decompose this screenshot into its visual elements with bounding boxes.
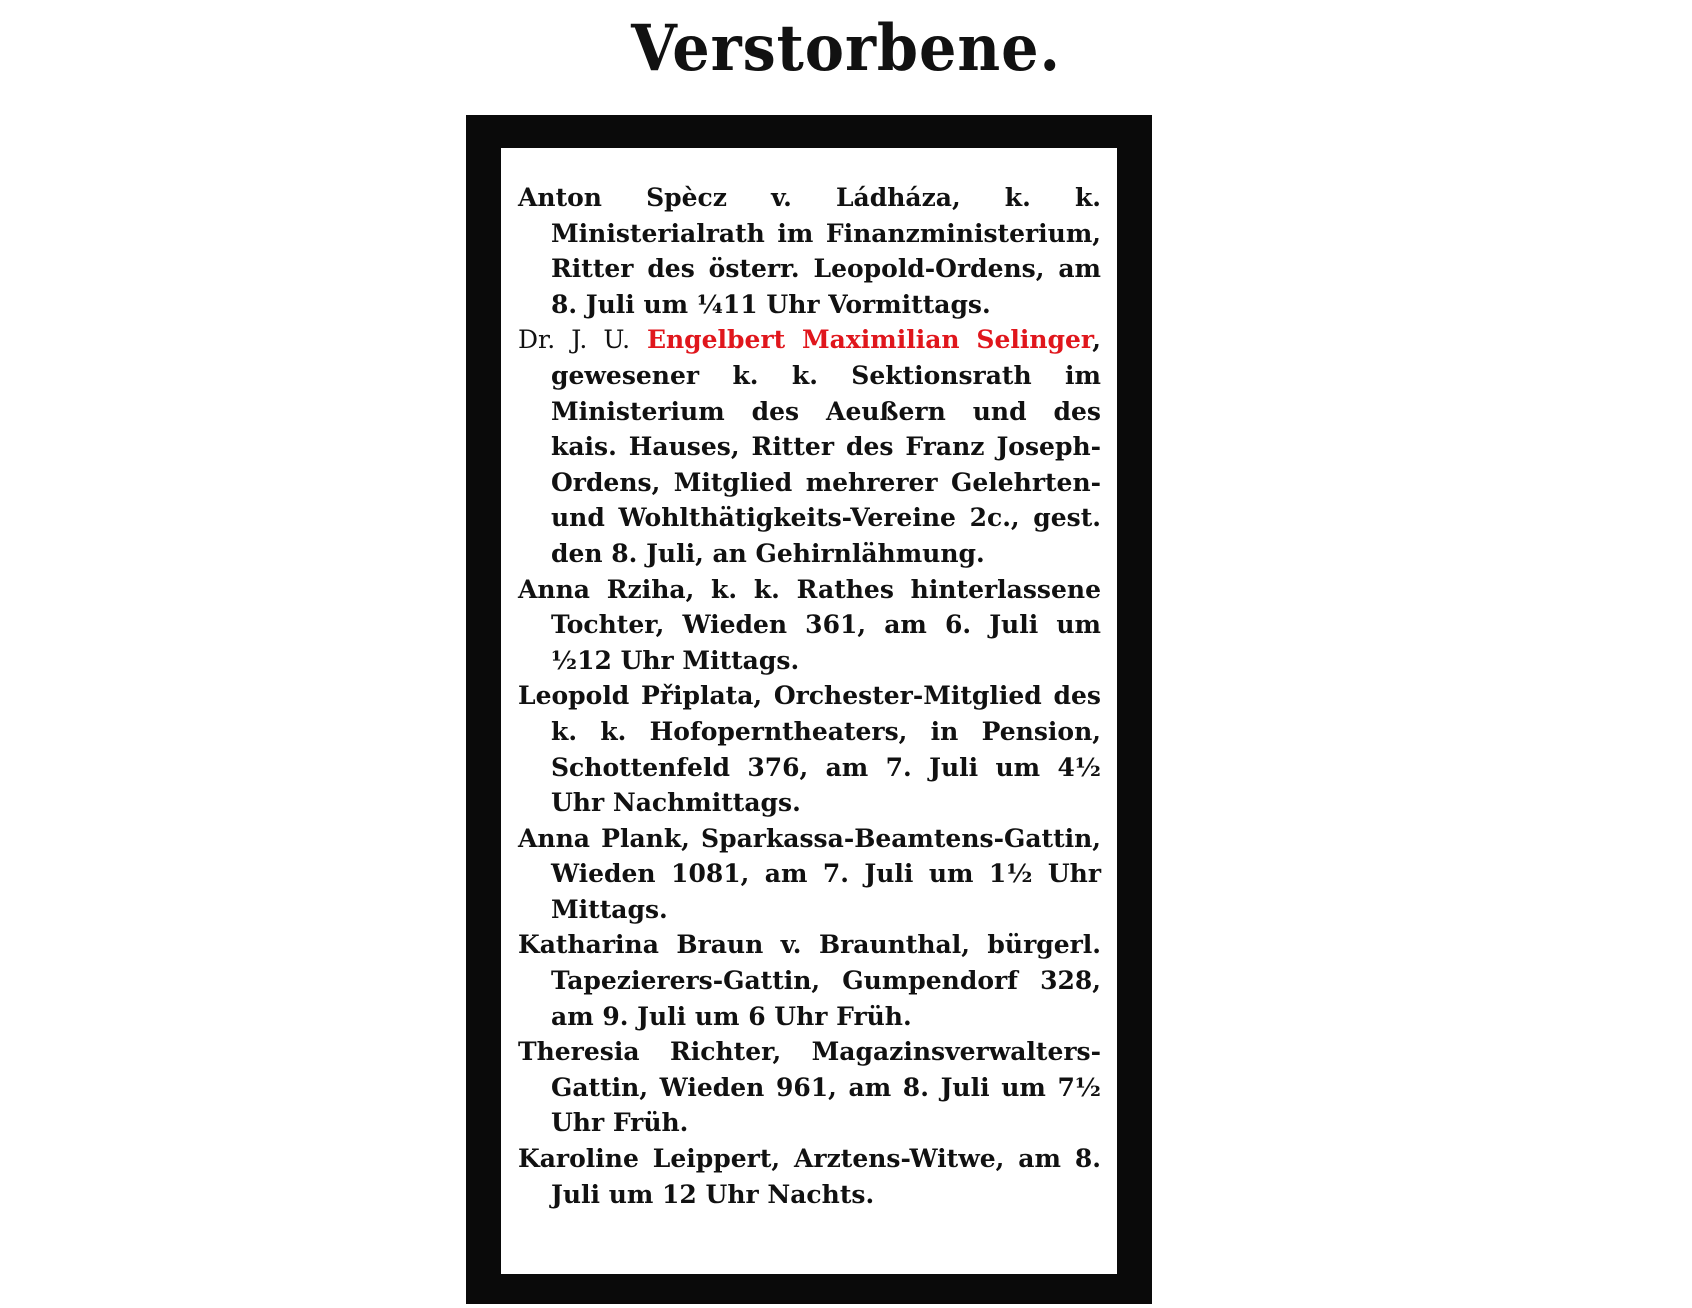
notice-panel: [501, 148, 1117, 1274]
entry-text: Anna Plank, Sparkassa-Beamtens-Gattin, Wieden 1081, am 7. Juli um 1½ Uhr Mittags.: [518, 823, 1101, 924]
death-notice-entry: [518, 180, 1101, 322]
death-notice-entry: [518, 821, 1101, 928]
entry-text: Anton Spècz v. Ládháza, k. k. Ministerialrath im Finanzministerium, Ritter des österr. Leopold-Ordens, am 8. Juli um ¼11 Uhr Vormittags.: [518, 183, 1101, 319]
death-notice-entry: [518, 572, 1101, 679]
entry-text: Anna Rziha, k. k. Rathes hinterlassene Tochter, Wieden 361, am 6. Juli um ½12 Uhr Mittags.: [518, 574, 1101, 675]
death-notice-entry: [518, 1034, 1101, 1141]
entry-text: Theresia Richter, Magazinsverwalters-Gattin, Wieden 961, am 8. Juli um 7½ Uhr Früh.: [518, 1037, 1101, 1138]
entry-text: Katharina Braun v. Braunthal, bürgerl. Tapezierers-Gattin, Gumpendorf 328, am 9. Juli um 6 Uhr Früh.: [518, 930, 1101, 1031]
page-heading: Verstorbene.: [631, 11, 1061, 86]
entry-text: Leopold Připlata, Orchester-Mitglied des k. k. Hofoperntheaters, in Pension, Schottenfeld 376, am 7. Juli um 4½ Uhr Nachmittags.: [518, 681, 1101, 818]
death-notice-entry: [518, 322, 1101, 571]
entry-text: , gewesener k. k. Sektionsrath im Ministerium des Aeußern und des kais. Hauses, Ritter des Franz Joseph-Ordens, Mitglied mehrerer Gelehrten- und Wohlthätigkeits-Vereine 2c., gest. den 8. Juli, an Gehirnlähmung.: [551, 325, 1101, 568]
death-notice-list: [518, 180, 1101, 1212]
mourning-border: [466, 115, 1152, 1304]
death-notice-entry: [518, 1141, 1101, 1212]
death-notice-entry: [518, 678, 1101, 820]
entry-highlighted-name: Engelbert Maximilian Selinger: [646, 325, 1093, 355]
entry-text: Karoline Leippert, Arztens-Witwe, am 8. Juli um 12 Uhr Nachts.: [518, 1144, 1101, 1209]
entry-title-prefix: Dr. J. U.: [518, 325, 631, 355]
death-notice-entry: [518, 927, 1101, 1034]
